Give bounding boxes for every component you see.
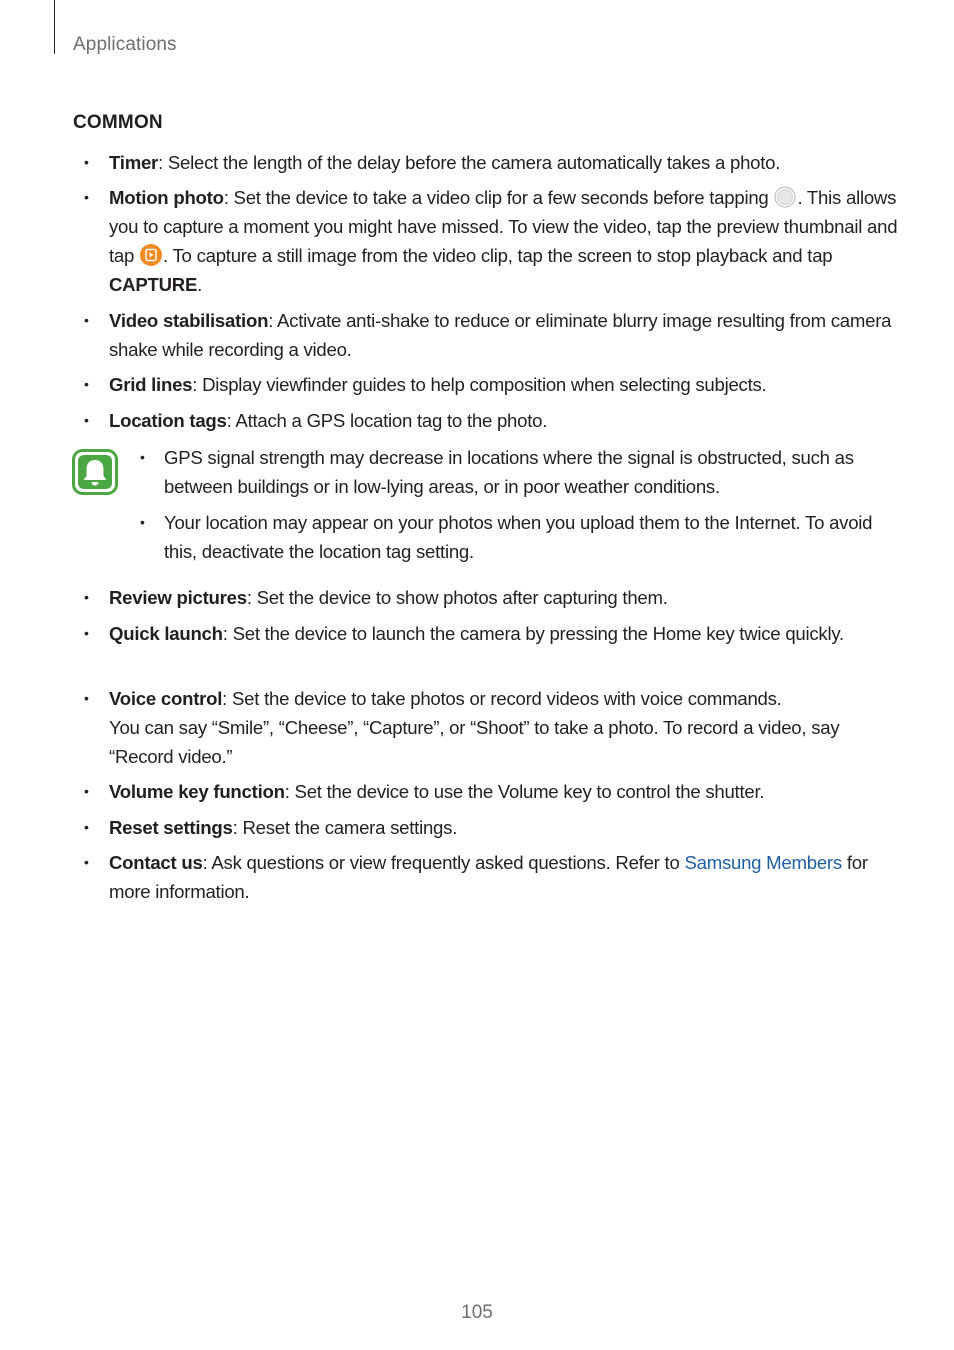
samsung-members-link[interactable]: Samsung Members	[684, 852, 842, 873]
bullet: •	[84, 783, 89, 799]
list-item-quick-launch	[84, 619, 899, 648]
bullet: •	[140, 449, 145, 465]
description: : Reset the camera settings.	[232, 817, 458, 838]
note-text: Your location may appear on your photos when you upload them to the Internet. To avoid this, deactivate the location tag setting.	[164, 512, 873, 562]
list-item-reset-settings	[84, 813, 899, 842]
bullet: •	[84, 154, 89, 170]
page-edge-rule	[54, 0, 55, 54]
term: Location tags	[109, 410, 227, 431]
description: . This allows you to capture a moment you might have missed. To view the video, tap the preview thumbnail and tap	[109, 187, 898, 266]
list-item-contact-us	[84, 848, 899, 906]
term: Motion photo	[109, 187, 224, 208]
list-item-timer	[84, 148, 899, 177]
note-location-privacy	[140, 508, 894, 566]
term: Video stabilisation	[109, 310, 269, 331]
list-item-review-pictures	[84, 583, 899, 612]
description: : Set the device to launch the camera by pressing the Home key twice quickly.	[222, 623, 844, 644]
bullet: •	[84, 189, 89, 205]
list-item-video-stabilisation	[84, 306, 899, 364]
description: You can say “Smile”, “Cheese”, “Capture”, or “Shoot” to take a photo. To record a video, say “Record video.”	[109, 717, 840, 767]
description: : Display viewfinder guides to help composition when selecting subjects.	[192, 374, 767, 395]
description: : Ask questions or view frequently asked questions. Refer to	[202, 852, 685, 873]
description: : Attach a GPS location tag to the photo.	[226, 410, 548, 431]
bullet: •	[84, 376, 89, 392]
term: Voice control	[109, 688, 223, 709]
list-item-volume-key-function	[84, 777, 899, 806]
description: for more information.	[109, 852, 868, 902]
list-item-grid-lines	[84, 370, 899, 399]
bullet: •	[84, 854, 89, 870]
bullet: •	[84, 589, 89, 605]
motion-photo-play-icon	[140, 244, 162, 266]
description: . To capture a still image from the video clip, tap the screen to stop playback and tap	[163, 245, 833, 266]
list-item-motion-photo	[84, 183, 899, 299]
list-item-location-tags	[84, 406, 899, 435]
description: : Set the device to take photos or record videos with voice commands.	[222, 688, 782, 709]
bullet: •	[84, 412, 89, 428]
term: Grid lines	[109, 374, 193, 395]
bullet: •	[84, 625, 89, 641]
description: : Set the device to use the Volume key to control the shutter.	[284, 781, 765, 802]
term: Quick launch	[109, 623, 223, 644]
term: Reset settings	[109, 817, 233, 838]
description: : Set the device to show photos after capturing them.	[246, 587, 668, 608]
bullet: •	[140, 514, 145, 530]
term: Contact us	[109, 852, 203, 873]
term: Review pictures	[109, 587, 247, 608]
note-text: GPS signal strength may decrease in locations where the signal is obstructed, such as between buildings or in low-lying areas, or in poor weather conditions.	[164, 447, 854, 497]
note-gps-signal	[140, 443, 894, 501]
description: : Select the length of the delay before the camera automatically takes a photo.	[158, 152, 781, 173]
term: Volume key function	[109, 781, 285, 802]
section-title: COMMON	[73, 112, 163, 133]
bullet: •	[84, 819, 89, 835]
bullet: •	[84, 690, 89, 706]
shutter-button-icon	[774, 186, 796, 208]
bullet: •	[84, 312, 89, 328]
description: .	[197, 274, 203, 295]
term: Timer	[109, 152, 159, 173]
page-number: 105	[461, 1302, 493, 1323]
description: : Activate anti-shake to reduce or eliminate blurry image resulting from camera shake while recording a video.	[109, 310, 892, 360]
description: : Set the device to take a video clip for a few seconds before tapping	[223, 187, 774, 208]
list-item-voice-control	[84, 684, 899, 771]
running-header: Applications	[73, 34, 177, 55]
notification-bell-icon	[72, 449, 118, 495]
capture-label: CAPTURE	[109, 274, 198, 295]
